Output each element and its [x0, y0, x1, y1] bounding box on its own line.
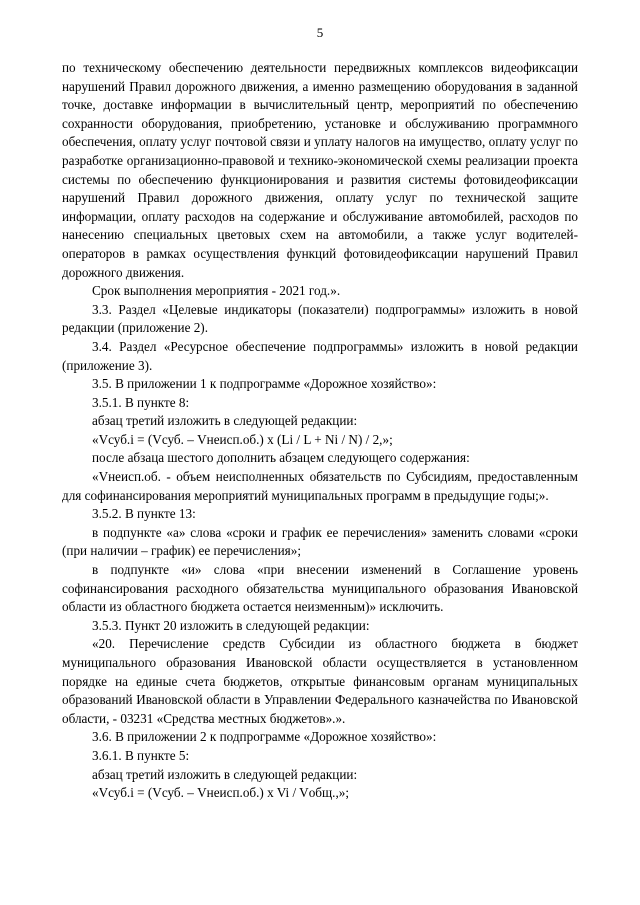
page-number: 5 [316, 25, 324, 40]
paragraph: 3.5.1. В пункте 8: [92, 394, 190, 410]
paragraph: Срок выполнения мероприятия - 2021 год.». [92, 283, 341, 299]
paragraph: «20. Перечисление средств Субсидии из областного бюджета в бюджет муниципального образования Ивановской области осуществляется в установленном порядке на единые счета бюджетов, открытые финансовым органам муниципальных образований Ивановской области в Управлении Федерального казначейства по Ивановской области, - 03231 «Средства местных бюджетов».». [62, 636, 578, 726]
paragraph: 3.5.2. В пункте 13: [92, 506, 196, 522]
document-body [0, 59, 640, 803]
paragraph: 3.6.1. В пункте 5: [92, 747, 190, 763]
paragraph: абзац третий изложить в следующей редакции: [92, 766, 358, 782]
paragraph: в подпункте «а» слова «сроки и график ее перечисления» заменить словами «сроки (при наличии – график) ее перечисления»; [62, 524, 578, 559]
paragraph: «Vсуб.i = (Vсуб. – Vнеисп.об.) x Vi / Vобщ.,»; [92, 785, 350, 801]
paragraph: 3.5.3. Пункт 20 изложить в следующей редакции: [92, 617, 370, 633]
paragraph: по техническому обеспечению деятельности передвижных комплексов видеофиксации нарушений Правил дорожного движения, а именно размещению оборудования в заданной точке, доставке информации в вычислительный центр, мероприятий по обеспечению сохранности оборудования, приобретению, установке и обслуживанию программного обеспечения, оплату услуг почтовой связи и уплату налогов на имущество, оплату услуг по разработке организационно-правовой и технико-экономической схемы реализации проекта системы по обеспечению функционирования и развития системы фотовидеофиксации нарушений Правил дорожного движения, оплату услуг по технической защите информации, оплату расходов на содержание и обслуживание автомобилей, расходов по нанесению специальных цветовых схем на автомобили, а также услуг водителей-операторов в рамках осуществления функций фотовидеофиксации нарушений Правил дорожного движения. [62, 60, 578, 280]
paragraph: 3.4. Раздел «Ресурсное обеспечение подпрограммы» изложить в новой редакции (приложение 3). [62, 338, 578, 373]
paragraph: после абзаца шестого дополнить абзацем следующего содержания: [92, 450, 470, 466]
paragraph: «Vнеисп.об. - объем неисполненных обязательств по Субсидиям, предоставленным для софинансирования мероприятий муниципальных программ в предыдущие годы;». [62, 469, 578, 503]
paragraph: абзац третий изложить в следующей редакции: [92, 413, 358, 429]
paragraph: в подпункте «и» слова «при внесении изменений в Соглашение уровень софинансирования расходного обязательства муниципального образования Ивановской области из областного бюджета остается неизменным)» исключить. [62, 562, 578, 615]
paragraph: 3.3. Раздел «Целевые индикаторы (показатели) подпрограммы» изложить в новой редакции (приложение 2). [62, 301, 578, 336]
paragraph: 3.6. В приложении 2 к подпрограмме «Дорожное хозяйство»: [92, 729, 437, 745]
paragraph: 3.5. В приложении 1 к подпрограмме «Дорожное хозяйство»: [92, 376, 437, 392]
paragraph: «Vсуб.i = (Vсуб. – Vнеисп.об.) x (Li / L + Ni / N) / 2,»; [92, 431, 393, 447]
